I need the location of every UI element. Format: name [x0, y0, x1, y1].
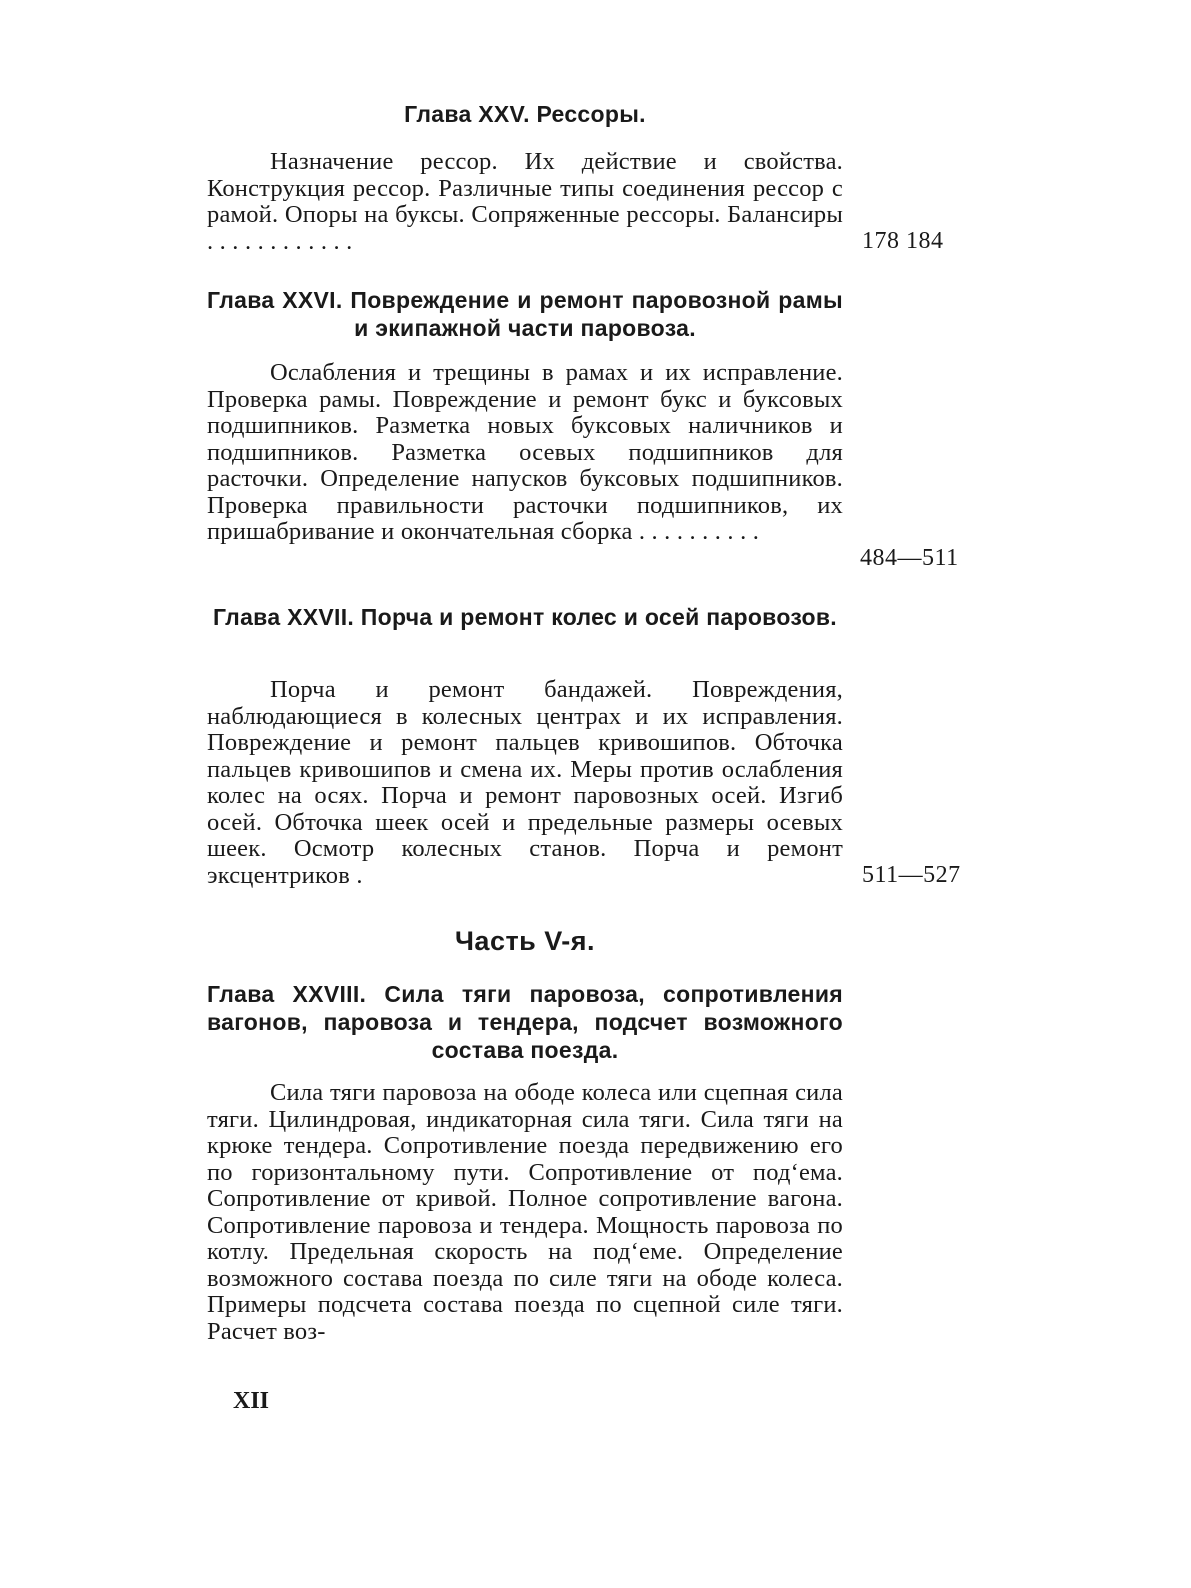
- chapter-26-heading: Глава XXVI. Повреждение и ремонт паровозной рамы и экипажной части паровоза.: [207, 287, 843, 341]
- chapter-25-pages: 178 184: [862, 228, 944, 254]
- chapter-25-heading: Глава XXV. Рессоры.: [404, 101, 646, 127]
- part-heading: Часть V-я.: [454, 926, 596, 956]
- chapter-27-heading: Глава XXVII. Порча и ремонт колес и осей паровозов.: [212, 604, 837, 630]
- chapter-28-heading: Глава XXVIII. Сила тяги паровоза, сопротивления вагонов, паровоза и тендера, подсчет возможного состава поезда.: [207, 981, 843, 1063]
- page-number: XII: [233, 1388, 270, 1414]
- chapter-26-pages: 484—511: [860, 545, 959, 571]
- chapter-26-text: Ослабления и трещины в рамах и их исправление. Проверка рамы. Повреждение и ремонт букс и буксовых подшипников. Разметка новых буксовых наличников и подшипников. Разметка осевых подшипников для расточки. Определение напусков буксовых подшипников. Проверка правильности расточки подшипников, их пришабривание и окончательная сборка . . . . . . . . . .: [207, 359, 843, 545]
- chapter-27-text: Порча и ремонт бандажей. Повреждения, наблюдающиеся в колесных центрах и их исправления. Повреждение и ремонт пальцев кривошипов. Обточка пальцев кривошипов и смена их. Меры против ослабления колес на осях. Порча и ремонт паровозных осей. Изгиб осей. Обточка шеек осей и предельные размеры осевых шеек. Осмотр колесных станов. Порча и ремонт эксцентриков .: [207, 676, 843, 889]
- chapter-25-text: Назначение рессор. Их действие и свойства. Конструкция рессор. Различные типы соединения рессор с рамой. Опоры на буксы. Сопряженные рессоры. Балансиры . . . . . . . . . . . .: [207, 148, 843, 255]
- chapter-27-pages: 511—527: [862, 862, 961, 888]
- chapter-28-text: Сила тяги паровоза на ободе колеса или сцепная сила тяги. Цилиндровая, индикаторная сила тяги. Сила тяги на крюке тендера. Сопротивление поезда передвижению его по горизонтальному пути. Сопротивление от под‘ема. Сопротивление от кривой. Полное сопротивление вагона. Сопротивление паровоза и тендера. Мощность паровоза по котлу. Предельная скорость на под‘еме. Определение возможного состава поезда по силе тяги на ободе колеса. Примеры подсчета состава поезда по сцепной силе тяги. Расчет воз-: [207, 1079, 843, 1345]
